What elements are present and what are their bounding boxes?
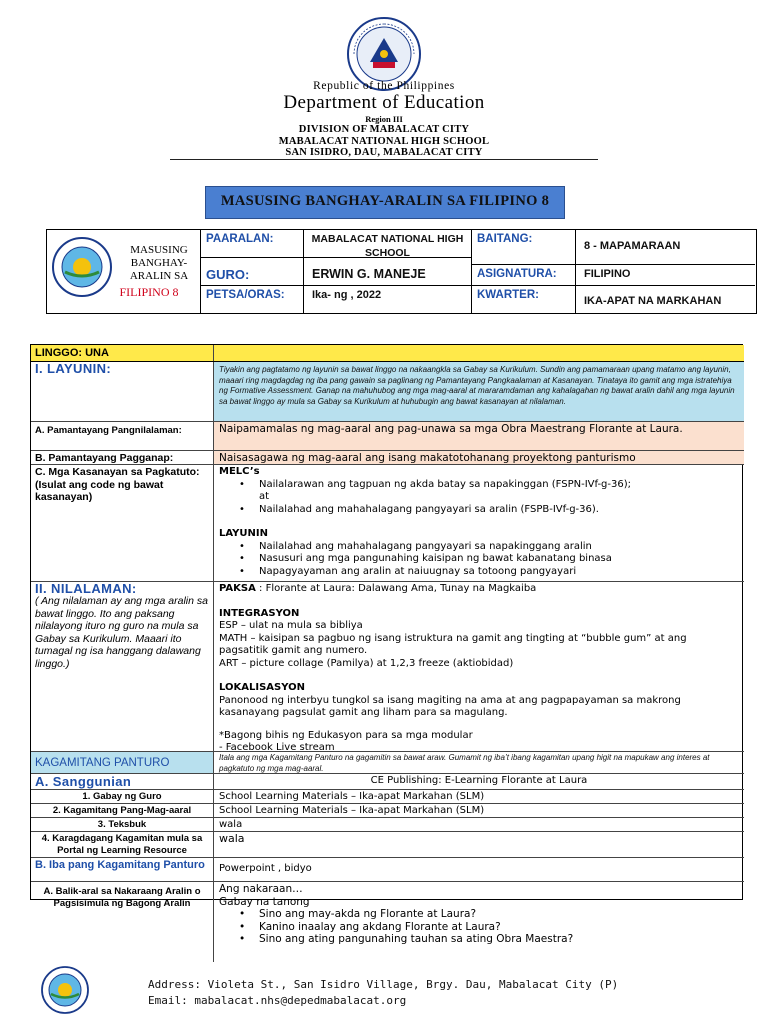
guro-value: ERWIN G. MANEJE: [303, 258, 471, 286]
kagamitang-mag-aaral-label: 2. Kagamitang Pang-Mag-aaral: [31, 804, 214, 817]
petsa-value: Ika- ng , 2022: [303, 286, 471, 313]
school-seal-logo: [51, 236, 113, 298]
department-title: Department of Education: [283, 92, 485, 113]
lokalisasyon-heading: LOKALISASYON: [219, 682, 305, 693]
melc-at: at: [259, 491, 270, 502]
info-left-subject: FILIPINO 8: [119, 285, 179, 299]
lokalisasyon-text: Panonood ng interbyu tungkol sa isang magiting na ama at ang pagpapayaman sa makrong kasanayang pagsulat gamit ang liham para sa magulang.: [219, 694, 681, 718]
republic-text: Republic of the Philippines: [313, 80, 455, 92]
linggo-row: [31, 345, 744, 362]
petsa-label: PETSA/ORAS:: [200, 286, 303, 313]
teksbuk-label: 3. Teksbuk: [31, 818, 214, 831]
paksa-label: PAKSA: [219, 583, 256, 594]
balik-aral-label: A. Balik-aral sa Nakaraang Aralin o Pagsisimula ng Bagong Aralin: [31, 882, 214, 962]
integrasyon-line: ART – picture collage (Pamilya) at 1,2,3 freeze (aktiobidad): [219, 657, 514, 669]
pagganap-row: [31, 451, 744, 465]
paksa-line: [219, 583, 739, 596]
lesson-title-banner: [205, 186, 565, 219]
kwarter-label: KWARTER:: [471, 286, 575, 313]
kasanayan-row: [31, 465, 744, 582]
melc-heading: MELC’s: [219, 466, 260, 477]
linggo-label: LINGGO: UNA: [31, 345, 214, 361]
teksbuk-value: wala: [219, 819, 243, 830]
pangnilalaman-label: A. Pamantayang Pangnilalaman:: [31, 422, 214, 450]
kagamitan-row: [31, 752, 744, 774]
kasanayan-label: C. Mga Kasanayan sa Pagkatuto: (Isulat ang code ng bawat kasanayan): [31, 465, 214, 581]
region-text: Region III: [365, 114, 403, 124]
karagdagang-value: wala: [219, 832, 245, 845]
teksbuk-row: [31, 818, 744, 832]
integrasyon-line: MATH – kaisipan sa pagbuo ng isang istruktura na gamit ang tingting at “bubble gum” at ang pagsatitik gamit ang numero.: [219, 632, 687, 656]
pagganap-label: B. Pamantayang Pagganap:: [31, 451, 214, 464]
baitang-value: 8 - MAPAMARAAN: [575, 230, 755, 265]
kagamitan-heading: KAGAMITANG PANTURO: [31, 752, 214, 773]
layunin-row: [31, 362, 744, 422]
kasanayan-content: [214, 465, 744, 581]
gabay-tanong-text: Gabay na tanong: [219, 895, 310, 908]
sanggunian-heading: A. Sanggunian: [31, 774, 214, 789]
footer-email: Email: mabalacat.nhs@depedmabalacat.org: [148, 994, 407, 1007]
melc-item: • Nailalarawan ang tagpuan ng akda batay sa napakinggan (FSPN-IVf-g-36);: [219, 479, 739, 492]
layunin-item: • Nailalahad ang mahahalagang pangyayari sa napakinggang aralin: [219, 541, 739, 554]
header-divider: [170, 159, 598, 160]
layunin-note: Tiyakin ang pagtatamo ng layunin sa bawat linggo na nakaangkla sa Gabay sa Kurikulum. Sundin ang pamamaraan upang matamo ang layunin, maaari ring magdagdag ng iba pang gawain sa paglinang ng Pamantayang Pangkaalaman at Kasanayan. Tinataya ito gamit ang mga istratehiya ng Formative Assessment. Ganap na mahuhubog ang mga mag-aaral at mararamdaman ang kahalagahan ng bawat aralin dahil ang mga layunin sa bawat linggo ay mula sa Gabay sa Kurikulum at huhubugin ang bawat kasanayan at nilalaman.: [214, 362, 744, 421]
nakaraan-text: Ang nakaraan…: [219, 883, 303, 895]
nilalaman-content: [214, 582, 744, 751]
info-left-title: MASUSING BANGHAY-ARALIN SA: [129, 244, 189, 282]
kagamitan-note: Itala ang mga Kagamitang Panturo na gagamitin sa bawat araw. Gumamit ng iba’t ibang kagamitan upang higit na mapukaw ang interes at pagkatuto ng mga mag-aaral.: [219, 753, 710, 773]
asignatura-value: FILIPINO: [575, 265, 755, 286]
lesson-plan-table: [30, 344, 743, 945]
balik-aral-content: [214, 882, 744, 962]
balik-aral-row: [31, 882, 744, 962]
karagdagang-row: [31, 832, 744, 858]
kagamitang-mag-aaral-row: [31, 804, 744, 818]
nilalaman-cell: [31, 582, 214, 751]
pagganap-value: Naisasagawa ng mag-aaral ang isang makatotohanang proyektong panturismo: [214, 451, 744, 464]
division-text: DIVISION OF MABALACAT CITY: [298, 124, 470, 135]
baitang-label: BAITANG:: [471, 230, 575, 265]
school-address: SAN ISIDRO, DAU, MABALACAT CITY: [285, 147, 483, 158]
iba-pang-label: B. Iba pang Kagamitang Panturo: [31, 858, 214, 881]
layunin-heading: I. LAYUNIN:: [31, 362, 214, 421]
lesson-title: MASUSING BANGHAY-ARALIN SA FILIPINO 8: [220, 193, 550, 209]
nilalaman-row: [31, 582, 744, 752]
layunin-sub-heading: LAYUNIN: [219, 528, 268, 539]
paaralan-value: MABALACAT NATIONAL HIGH SCHOOL: [303, 230, 471, 258]
facebook-line: - Facebook Live stream: [219, 742, 335, 753]
linggo-value: [214, 345, 744, 361]
paksa-value: : Florante at Laura: Dalawang Ama, Tunay na Magkaiba: [255, 583, 537, 594]
layunin-item: • Nasusuri ang mga pangunahing kaisipan ng bawat kabanatang binasa: [219, 553, 739, 566]
melc-list: [219, 479, 739, 492]
tanong-list: [219, 908, 739, 946]
integrasyon-line: ESP – ulat na mula sa bibliya: [219, 620, 363, 631]
nilalaman-note: ( Ang nilalaman ay ang mga aralin sa bawat linggo. Ito ang paksang nilalayong ituro ng guro na mula sa Gabay sa Kurikulum. Maaari ito tumagal ng isa hanggang dalawang linggo.): [35, 595, 208, 670]
tanong-item: • Sino ang may-akda ng Florante at Laura?: [219, 908, 739, 921]
bagong-bihis: *Bagong bihis ng Edukasyon para sa mga modular: [219, 729, 473, 741]
gabay-guro-label: 1. Gabay ng Guro: [31, 790, 214, 803]
iba-pang-value: Powerpoint , bidyo: [219, 863, 312, 874]
pangnilalaman-value: Naipamamalas ng mag-aaral ang pag-unawa sa mga Obra Maestrang Florante at Laura.: [214, 422, 744, 450]
info-left-panel: [47, 230, 200, 313]
sanggunian-value: CE Publishing: E-Learning Florante at Laura: [370, 775, 588, 786]
paaralan-label: PAARALAN:: [200, 230, 303, 258]
layunin-item: • Napagyayaman ang aralin at naiuugnay sa totoong pangyayari: [219, 566, 739, 579]
asignatura-label: ASIGNATURA:: [471, 265, 575, 286]
guro-label: GURO:: [200, 258, 303, 286]
iba-pang-row: [31, 858, 744, 882]
school-seal-footer-logo: [40, 965, 90, 1015]
integrasyon-heading: INTEGRASYON: [219, 607, 300, 619]
nilalaman-heading: II. NILALAMAN:: [35, 581, 137, 596]
kagamitang-mag-aaral-value: School Learning Materials – Ika-apat Markahan (SLM): [219, 805, 485, 816]
gabay-guro-row: [31, 790, 744, 804]
gabay-guro-value: School Learning Materials – Ika-apat Markahan (SLM): [219, 791, 485, 802]
melc-list-2: [219, 504, 739, 517]
tanong-item: • Sino ang ating pangunahing tauhan sa ating Obra Maestra?: [219, 933, 739, 946]
info-table: [46, 229, 757, 314]
sanggunian-row: [31, 774, 744, 790]
melc-item: • Nailalahad ang mahahalagang pangyayari sa aralin (FSPB-IVf-g-36).: [219, 504, 739, 517]
footer-address: Address: Violeta St., San Isidro Village, Brgy. Dau, Mabalacat City (P): [148, 978, 619, 991]
tanong-item: • Kanino inaalay ang akdang Florante at Laura?: [219, 921, 739, 934]
layunin-list: [219, 541, 739, 579]
karagdagang-label: 4. Karagdagang Kagamitan mula sa Portal ng Learning Resource: [31, 832, 214, 857]
school-name: MABALACAT NATIONAL HIGH SCHOOL: [278, 136, 490, 147]
pangnilalaman-row: [31, 422, 744, 451]
kwarter-value: IKA-APAT NA MARKAHAN: [575, 286, 755, 313]
